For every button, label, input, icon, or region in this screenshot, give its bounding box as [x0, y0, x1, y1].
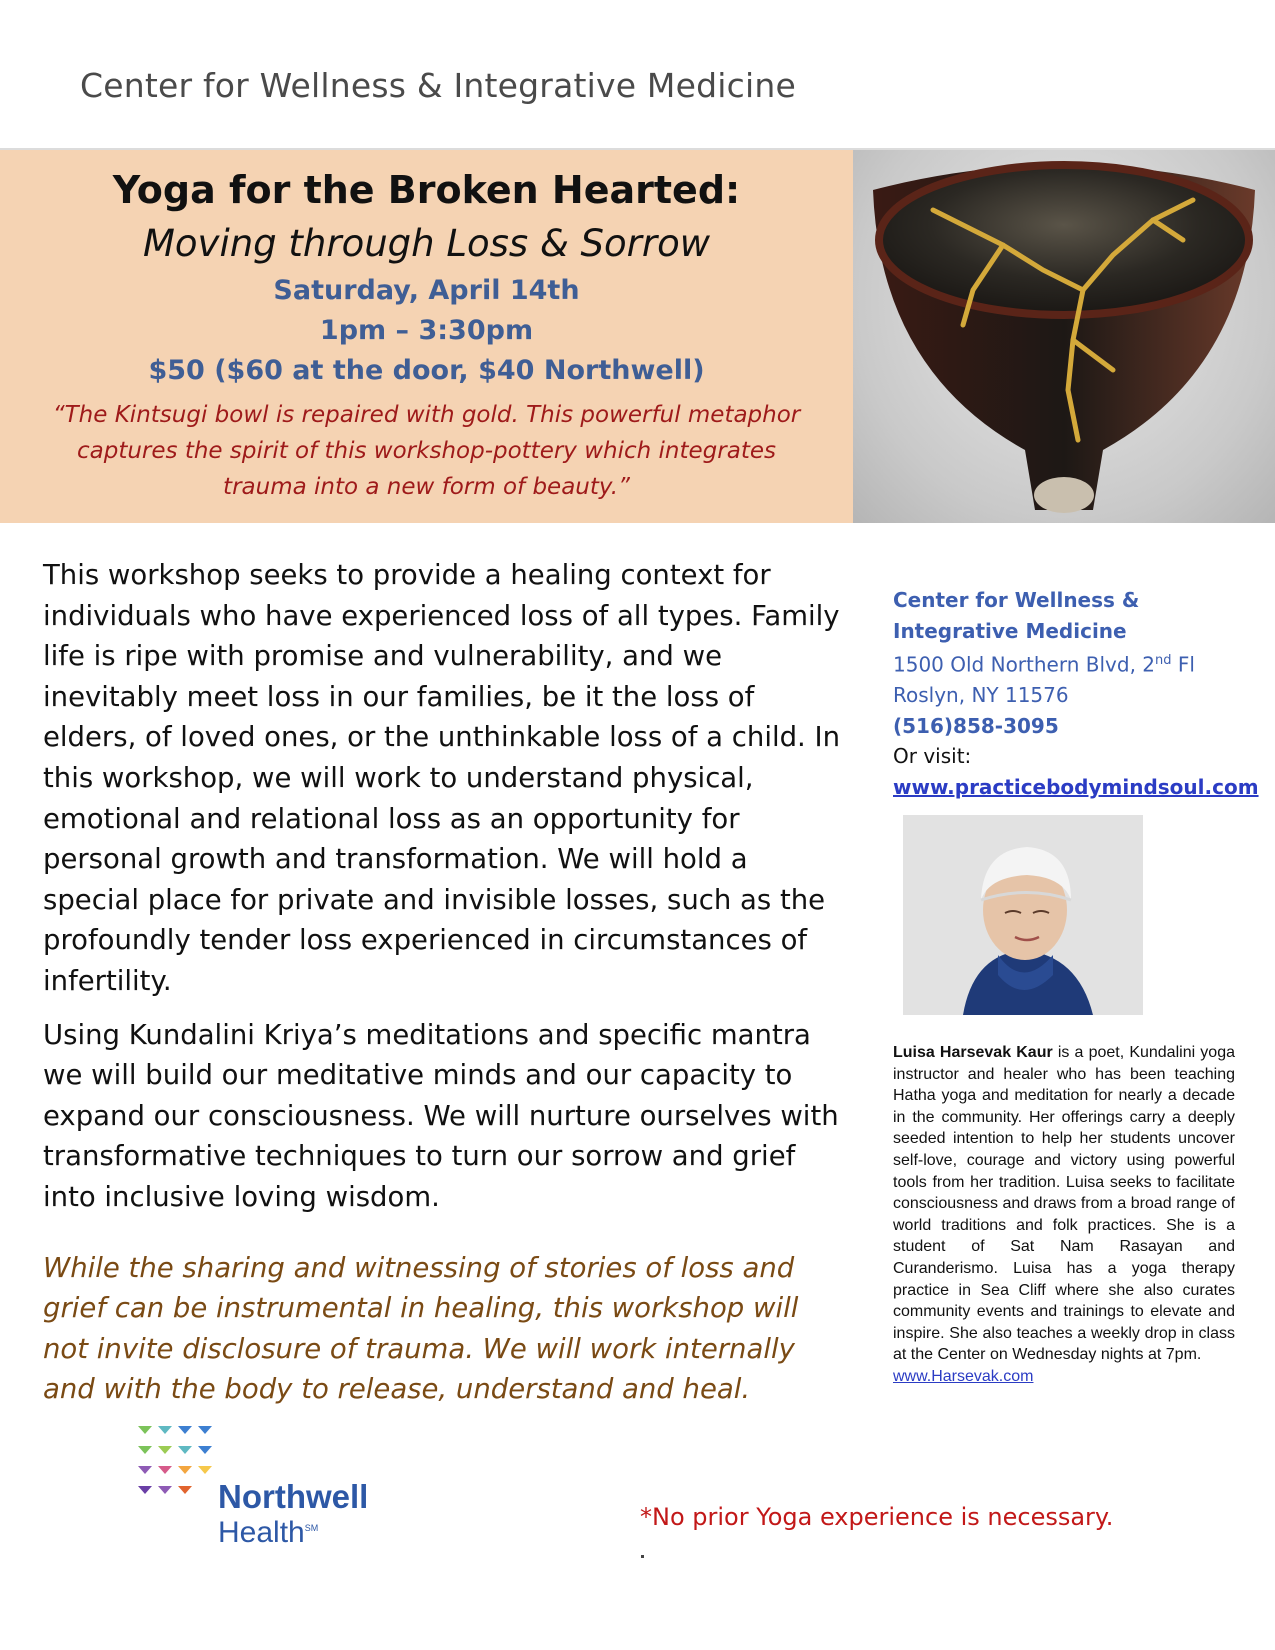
- northwell-mark-icon: [138, 1426, 218, 1506]
- contact-address: [893, 646, 1253, 680]
- kintsugi-quote: “The Kintsugi bowl is repaired with gold. This powerful metaphor captures the spirit of this workshop-pottery which integrates trauma into a new form of beauty.”: [52, 402, 801, 500]
- instructor-bio: [893, 1042, 1235, 1388]
- center-website-link[interactable]: www.practicebodymindsoul.com: [893, 774, 1259, 799]
- contact-block: [893, 585, 1259, 802]
- no-experience-note: *No prior Yoga experience is necessary.: [640, 1503, 1114, 1531]
- kintsugi-bowl-photo: [853, 150, 1275, 523]
- org-header: Center for Wellness & Integrative Medicine: [80, 66, 796, 105]
- event-title: Yoga for the Broken Hearted:: [112, 168, 741, 212]
- event-subtitle: Moving through Loss & Sorrow: [142, 222, 710, 265]
- logo-health-word: Health: [218, 1516, 305, 1549]
- event-price: $50 ($60 at the door, $40 Northwell): [148, 355, 705, 386]
- visit-label: Or visit:: [893, 744, 972, 769]
- bio-text: is a poet, Kundalini yoga instructor and healer who has been teaching Hatha yoga and meditation for nearly a decade in the community. Her offerings carry a deeply seeded intention to help her students uncover self-love, courage and victory using powerful tools from her tradition. Luisa seeks to facilitate consciousness and draws from a broad range of world traditions and folk practices. She is a student of Sat Nam Rasayan and Curanderismo. Luisa has a yoga therapy practice in Sea Cliff where she also curates community events and trainings to elevate and inspire. She also teaches a weekly drop in class at the Center on Wednesday nights at 7pm.: [893, 1044, 1235, 1364]
- logo-health-text: [218, 1516, 318, 1550]
- instructor-name: Luisa Harsevak Kaur: [893, 1044, 1053, 1061]
- stray-dot: [641, 1555, 644, 1558]
- contact-name-line2: Integrative Medicine: [893, 618, 1127, 643]
- northwell-logo: [138, 1426, 438, 1549]
- address-suffix: Fl: [1171, 652, 1195, 677]
- address-ordinal: nd: [1155, 653, 1172, 668]
- contact-city: Roslyn, NY 11576: [893, 683, 1069, 708]
- contact-phone: (516)858-3095: [893, 713, 1059, 738]
- description-paragraph-1: This workshop seeks to provide a healing context for individuals who have experienced loss of all types. Family life is ripe with promise and vulnerability, and we inevitably meet loss in our families, be it the loss of elders, of loved ones, or the unthinkable loss of a child. In this workshop, we will work to understand physical, emotional and relational loss as an opportunity for personal growth and transformation. We will hold a special place for private and invisible losses, such as the profoundly tender loss experienced in circumstances of infertility.: [43, 559, 841, 997]
- logo-northwell-text: Northwell: [218, 1478, 369, 1515]
- event-time: 1pm – 3:30pm: [319, 315, 534, 346]
- address-main: 1500 Old Northern Blvd, 2: [893, 652, 1156, 677]
- event-banner: [0, 150, 853, 523]
- logo-service-mark: SM: [304, 1523, 319, 1533]
- workshop-description: [43, 555, 843, 1423]
- contact-name-line1: Center for Wellness &: [893, 588, 1140, 612]
- instructor-photo: [903, 815, 1143, 1015]
- instructor-website-link[interactable]: www.Harsevak.com: [893, 1367, 1034, 1385]
- event-date: Saturday, April 14th: [273, 275, 580, 306]
- trauma-disclosure-note: While the sharing and witnessing of stories of loss and grief can be instrumental in healing, this workshop will not invite disclosure of trauma. We will work internally and with the body to release, understand and heal.: [43, 1251, 799, 1406]
- description-paragraph-2: Using Kundalini Kriya’s meditations and specific mantra we will build our meditative minds and our capacity to expand our consciousness. We will nurture ourselves with transformative techniques to turn our sorrow and grief into inclusive loving wisdom.: [43, 1018, 839, 1213]
